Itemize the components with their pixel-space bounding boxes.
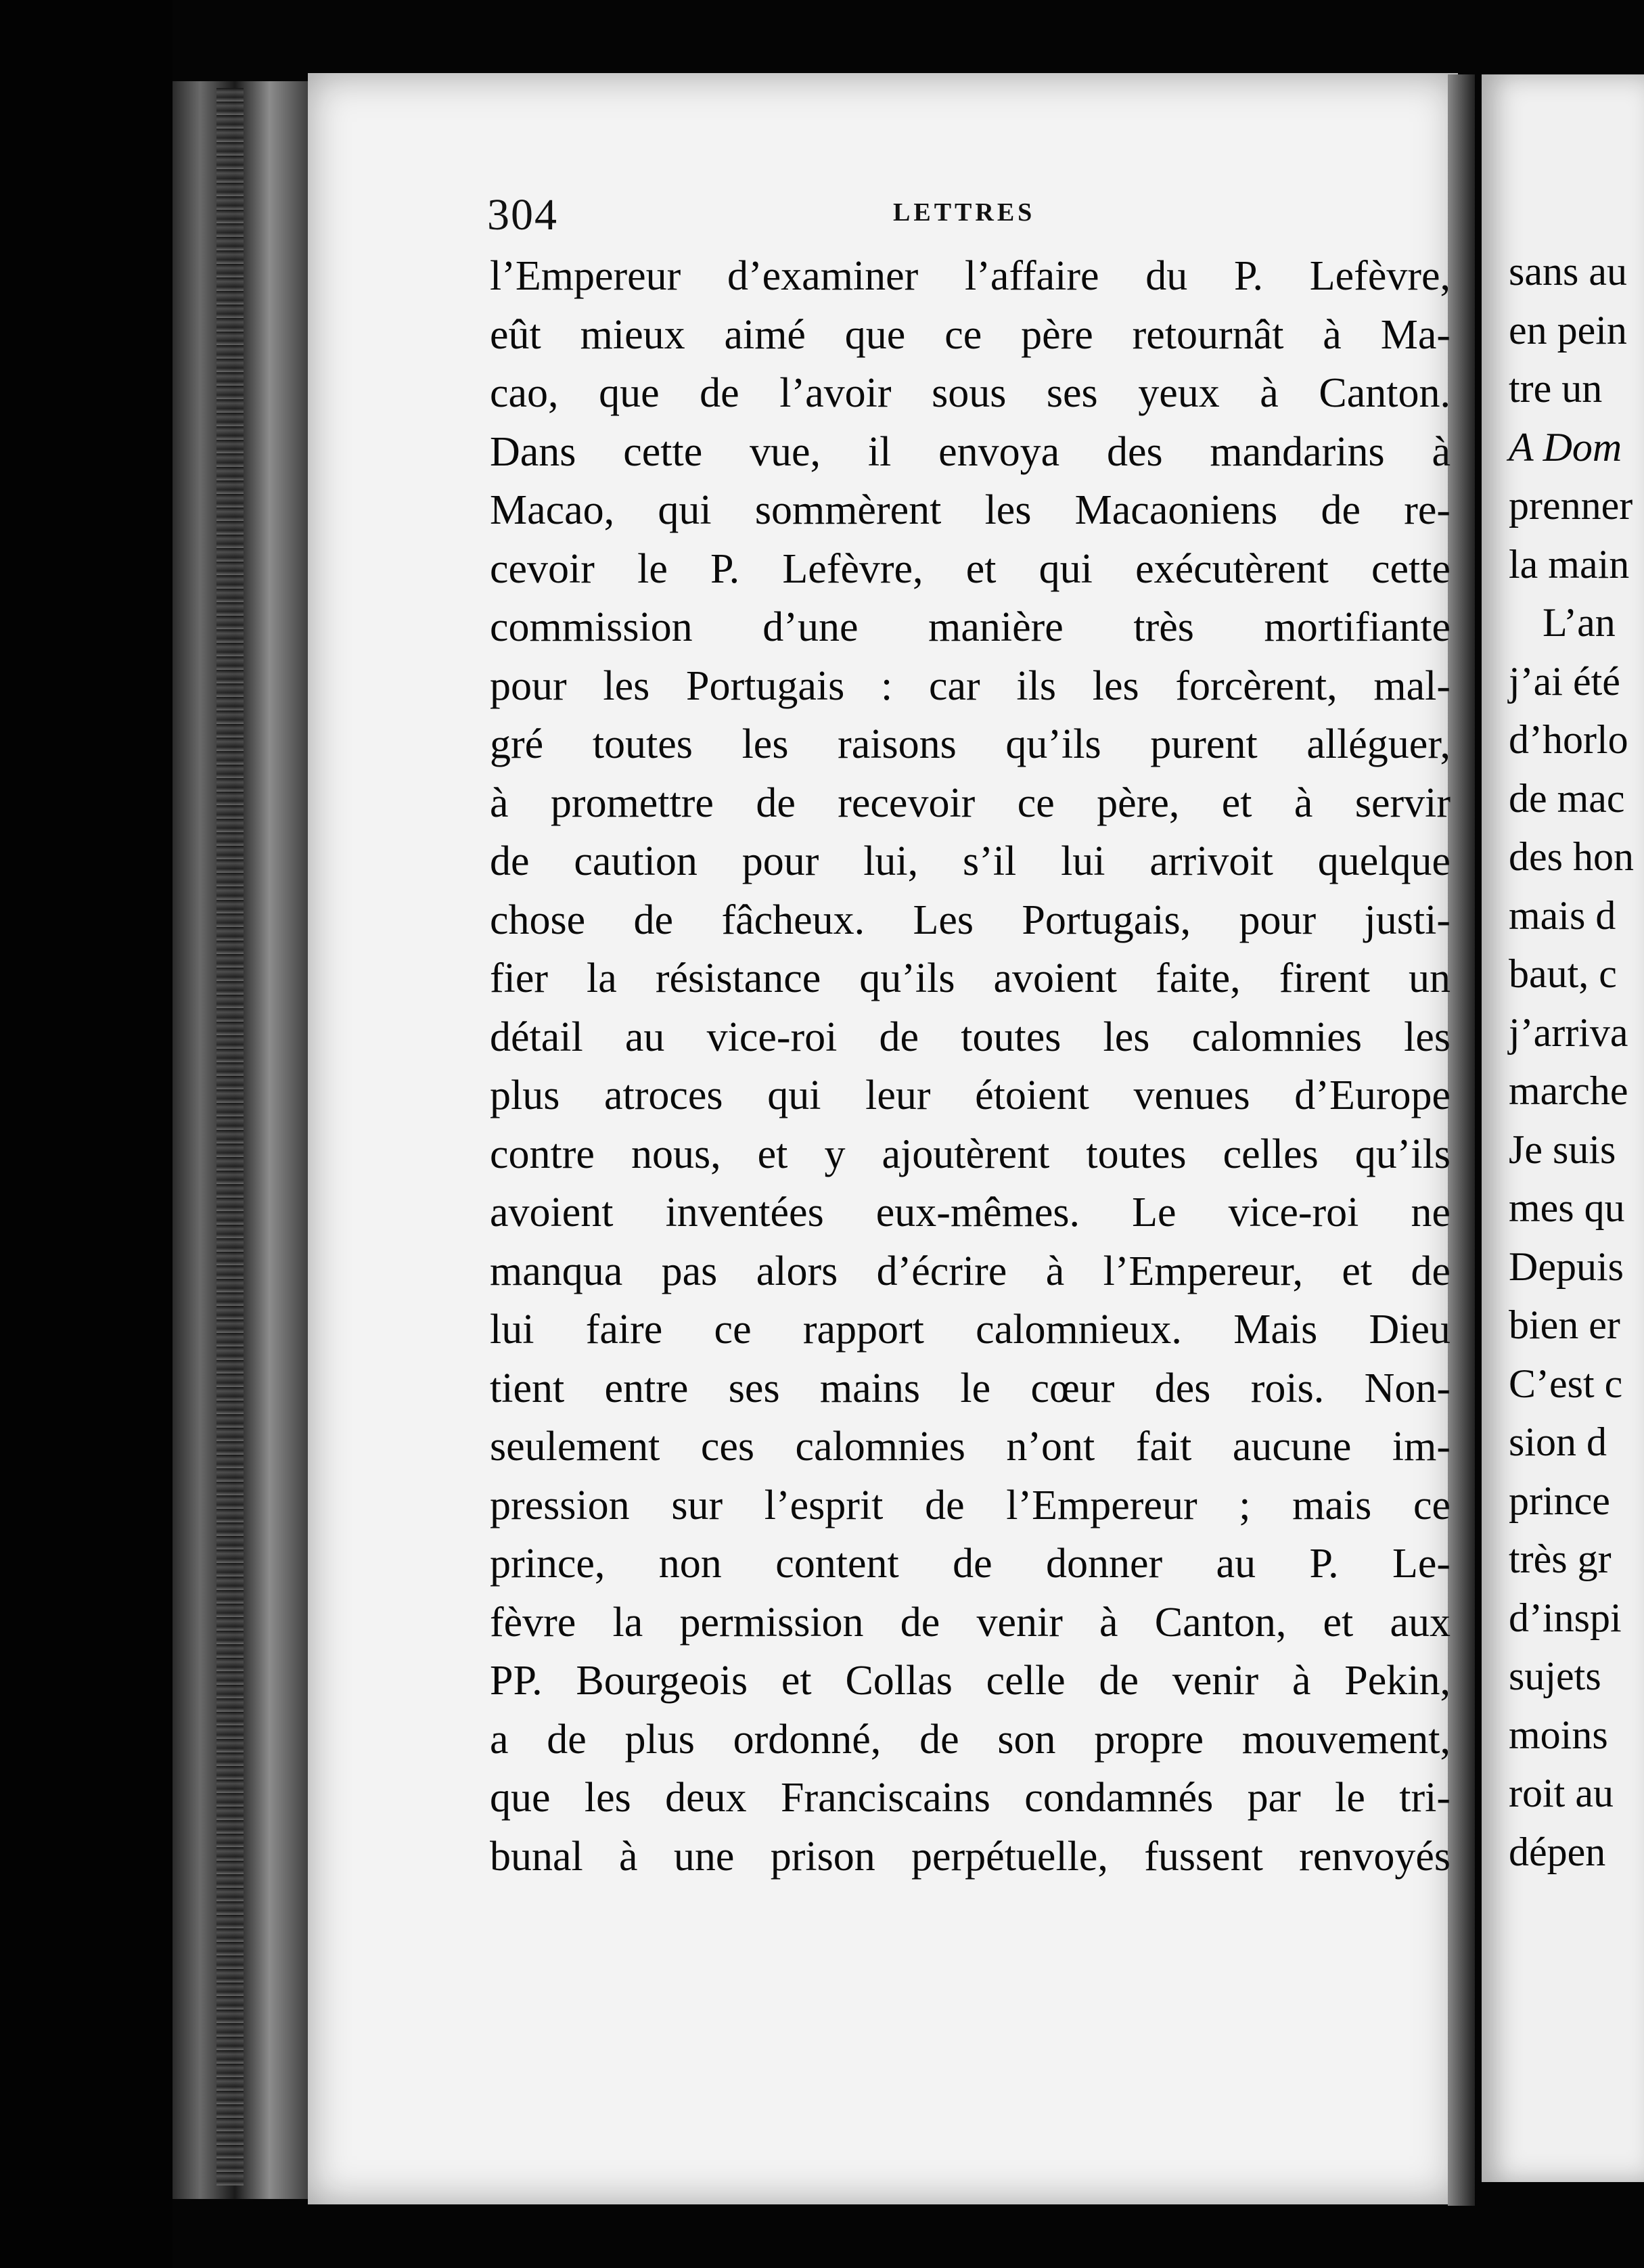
text-line: tient entre ses mains le cœur des rois. Non- [490, 1365, 1451, 1411]
next-page-line: sujets [1509, 1654, 1601, 1698]
next-page-line: d’inspi [1509, 1595, 1622, 1640]
next-page-line: Depuis [1509, 1244, 1624, 1289]
text-line: pression sur l’esprit de l’Empereur ; mais ce [490, 1482, 1451, 1528]
text-line: que les deux Franciscains condamnés par le tri- [490, 1775, 1451, 1821]
text-line: pour les Portugais : car ils les forcèrent, mal- [490, 662, 1451, 709]
text-line: commission d’une manière très mortifiante [490, 604, 1451, 650]
next-page-line: marche [1509, 1068, 1628, 1113]
next-page-line: L’an [1543, 600, 1616, 645]
text-line: a de plus ordonné, de son propre mouvement, [490, 1716, 1451, 1763]
next-page-line: j’arriva [1509, 1010, 1628, 1055]
text-line: Dans cette vue, il envoya des mandarins à [490, 428, 1451, 475]
next-page-line: des hon [1509, 834, 1634, 879]
text-line: seulement ces calomnies n’ont fait aucune im- [490, 1424, 1451, 1470]
page-header [487, 189, 1448, 244]
next-page-line: sans au [1509, 249, 1627, 294]
text-line: gré toutes les raisons qu’ils purent alléguer, [490, 721, 1451, 767]
next-page-line: très gr [1509, 1537, 1612, 1581]
page-number: 304 [487, 190, 558, 240]
body-text [490, 247, 1451, 1886]
book-page-right [1482, 74, 1644, 2182]
next-page-line: d’horlo [1509, 717, 1628, 762]
text-line: de caution pour lui, s’il lui arrivoit quelque [490, 838, 1451, 884]
next-page-line: A Dom [1509, 424, 1622, 470]
next-page-line: j’ai été [1509, 658, 1620, 704]
text-line: fier la résistance qu’ils avoient faite, firent un [490, 955, 1451, 1001]
next-page-line: C’est c [1509, 1361, 1623, 1406]
text-line: avoient inventées eux-mêmes. Le vice-roi ne [490, 1189, 1451, 1235]
next-page-line: bien er [1509, 1302, 1620, 1347]
text-line: fèvre la permission de venir à Canton, et aux [490, 1599, 1451, 1646]
next-page-line: dépen [1509, 1829, 1606, 1874]
gutter-shadow [216, 88, 244, 2185]
page-fold-edge [1448, 74, 1475, 2206]
next-page-line: prince [1509, 1478, 1610, 1523]
next-page-line: tre un [1509, 366, 1603, 411]
text-line: Macao, qui sommèrent les Macaoniens de re- [490, 487, 1451, 533]
next-page-line: en pein [1509, 307, 1627, 353]
text-line: plus atroces qui leur étoient venues d’Europe [490, 1072, 1451, 1118]
next-page-line: de mac [1509, 775, 1625, 821]
next-page-line: la main [1509, 541, 1630, 587]
scan-background [0, 0, 173, 2268]
text-line: eût mieux aimé que ce père retournât à Ma- [490, 311, 1451, 358]
next-page-line: mes qu [1509, 1185, 1625, 1230]
text-line: prince, non content de donner au P. Le- [490, 1541, 1451, 1587]
running-head: LETTRES [893, 198, 1036, 227]
text-line: chose de fâcheux. Les Portugais, pour justi- [490, 897, 1451, 943]
next-page-line: baut, c [1509, 951, 1617, 996]
text-line: cao, que de l’avoir sous ses yeux à Canton. [490, 370, 1451, 416]
text-line: cevoir le P. Lefèvre, et qui exécutèrent cette [490, 545, 1451, 592]
next-page-line: mais d [1509, 892, 1616, 938]
text-line: bunal à une prison perpétuelle, fussent renvoyés [490, 1833, 1451, 1880]
text-line: détail au vice-roi de toutes les calomnies les [490, 1014, 1451, 1060]
text-line: l’Empereur d’examiner l’affaire du P. Lefèvre, [490, 253, 1451, 299]
text-line: lui faire ce rapport calomnieux. Mais Dieu [490, 1307, 1451, 1353]
text-line: manqua pas alors d’écrire à l’Empereur, et de [490, 1248, 1451, 1294]
text-line: contre nous, et y ajoutèrent toutes celles qu’ils [490, 1131, 1451, 1177]
next-page-line: moins [1509, 1712, 1608, 1757]
text-line: à promettre de recevoir ce père, et à servir [490, 779, 1451, 826]
next-page-text [1509, 242, 1644, 1881]
next-page-line: roit au [1509, 1771, 1614, 1815]
next-page-line: sion d [1509, 1420, 1607, 1464]
next-page-line: Je suis [1509, 1127, 1616, 1172]
text-line: PP. Bourgeois et Collas celle de venir à Pekin, [490, 1658, 1451, 1704]
next-page-line: prenner [1509, 483, 1633, 528]
